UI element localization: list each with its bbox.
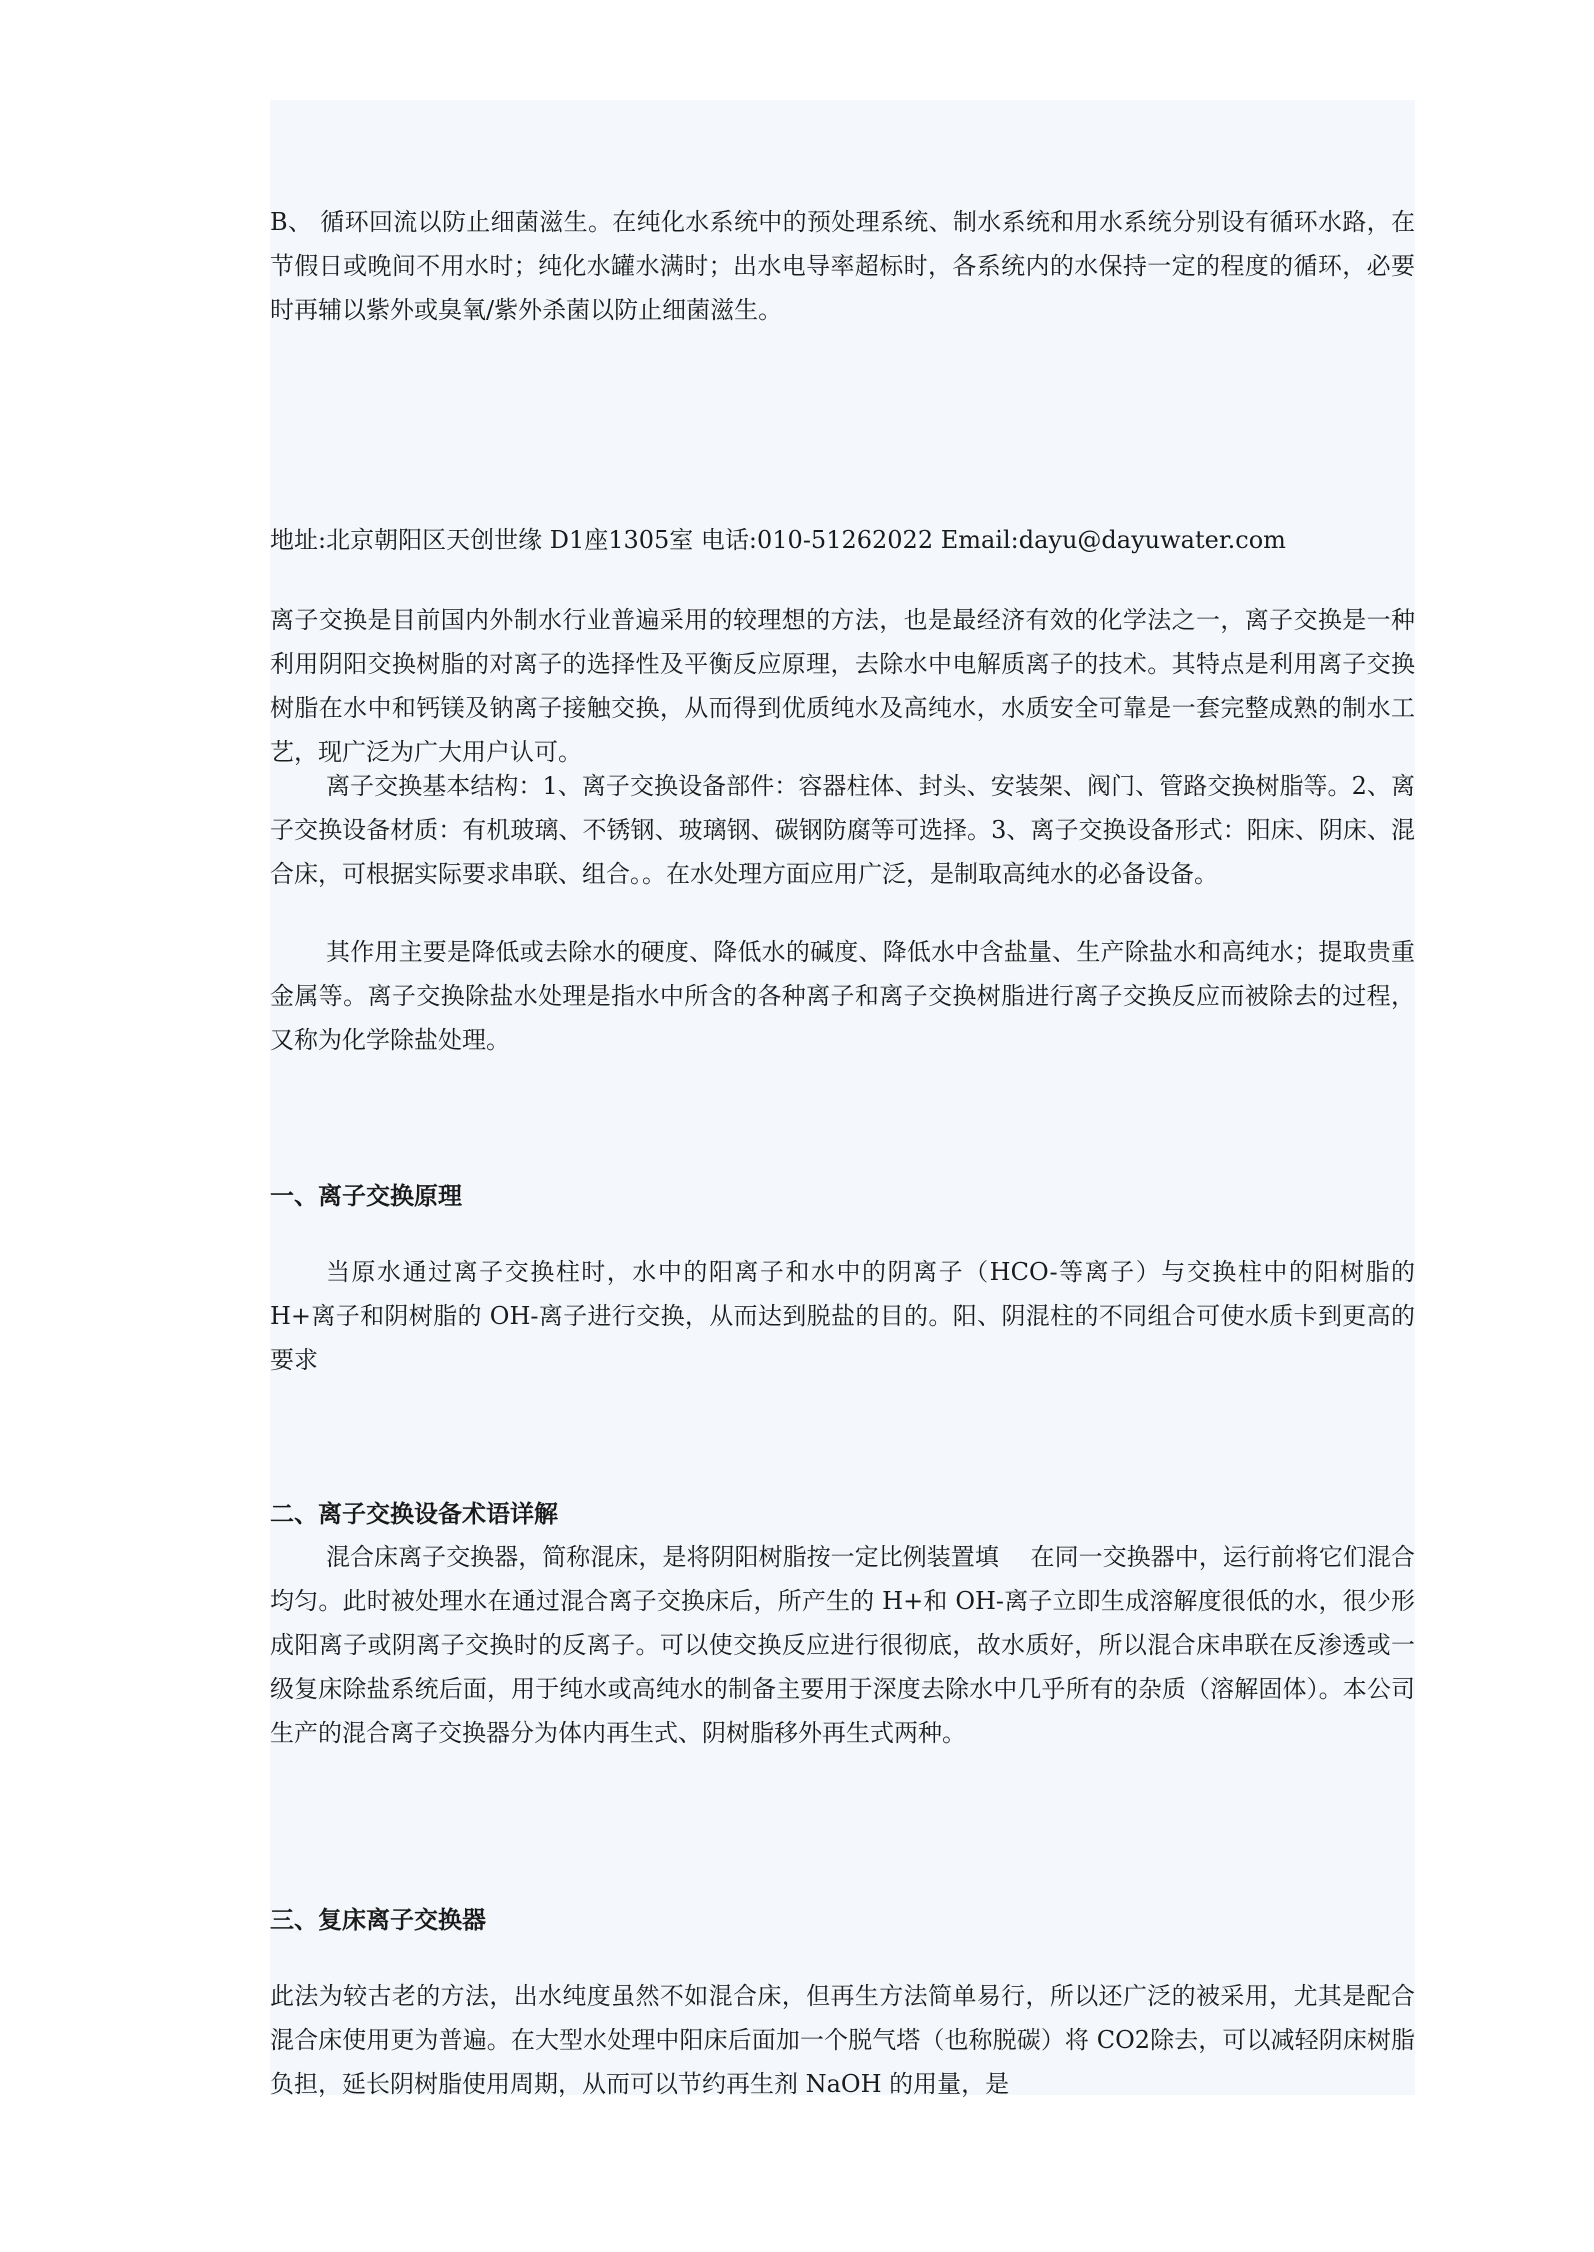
intro-paragraph-3: 其作用主要是降低或去除水的硬度、降低水的碱度、降低水中含盐量、生产除盐水和高纯水；提取贵重金属等。离子交换除盐水处理是指水中所含的各种离子和离子交换树脂进行离子交换反应而被除去的过程，又称为化学除盐处理。: [270, 938, 1415, 1054]
section-1-title: 一、离子交换原理: [270, 1181, 462, 1210]
contact-line: 地址:北京朝阳区天创世缘 D1座1305室 电话:010-51262022 Email:dayu@dayuwater.com: [270, 526, 1286, 554]
paragraph-b: B、 循环回流以防止细菌滋生。在纯化水系统中的预处理系统、制水系统和用水系统分别设有循环水路，在节假日或晚间不用水时；纯化水罐水满时；出水电导率超标时，各系统内的水保持一定的程度的循环，必要时再辅以紫外或臭氧/紫外杀菌以防止细菌滋生。: [270, 208, 1415, 324]
section-3-title: 三、复床离子交换器: [270, 1905, 486, 1934]
section-2-body: 混合床离子交换器，简称混床，是将阴阳树脂按一定比例装置填 在同一交换器中，运行前将它们混合均匀。此时被处理水在通过混合离子交换床后，所产生的 H+和 OH-离子立即生成溶解度很低的水，很少形成阳离子或阴离子交换时的反离子。可以使交换反应进行很彻底，故水质好，所以混合床串联在反渗透或一级复床除盐系统后面，用于纯水或高纯水的制备主要用于深度去除水中几乎所有的杂质（溶解固体）。本公司生产的混合离子交换器分为体内再生式、阴树脂移外再生式两种。: [270, 1543, 1415, 1747]
intro-paragraph-1: 离子交换是目前国内外制水行业普遍采用的较理想的方法，也是最经济有效的化学法之一，离子交换是一种利用阴阳交换树脂的对离子的选择性及平衡反应原理，去除水中电解质离子的技术。其特点是利用离子交换树脂在水中和钙镁及钠离子接触交换，从而得到优质纯水及高纯水，水质安全可靠是一套完整成熟的制水工艺，现广泛为广大用户认可。: [270, 606, 1415, 766]
page-sheet: [270, 100, 1415, 2095]
section-2-title: 二、离子交换设备术语详解: [270, 1499, 558, 1528]
intro-paragraph-2: 离子交换基本结构：1、离子交换设备部件：容器柱体、封头、安装架、阀门、管路交换树脂等。2、离子交换设备材质：有机玻璃、不锈钢、玻璃钢、碳钢防腐等可选择。3、离子交换设备形式：阳床、阴床、混合床，可根据实际要求串联、组合。。在水处理方面应用广泛，是制取高纯水的必备设备。: [270, 772, 1415, 888]
section-3-body: 此法为较古老的方法，出水纯度虽然不如混合床，但再生方法简单易行，所以还广泛的被采用，尤其是配合混合床使用更为普遍。在大型水处理中阳床后面加一个脱气塔（也称脱碳）将 CO2除去，可以减轻阴床树脂负担，延长阴树脂使用周期，从而可以节约再生剂 NaOH 的用量，是: [270, 1982, 1415, 2098]
section-1-body: 当原水通过离子交换柱时，水中的阳离子和水中的阴离子（HCO-等离子）与交换柱中的阳树脂的 H+离子和阴树脂的 OH-离子进行交换，从而达到脱盐的目的。阳、阴混柱的不同组合可使水质卡到更高的要求: [270, 1258, 1415, 1374]
